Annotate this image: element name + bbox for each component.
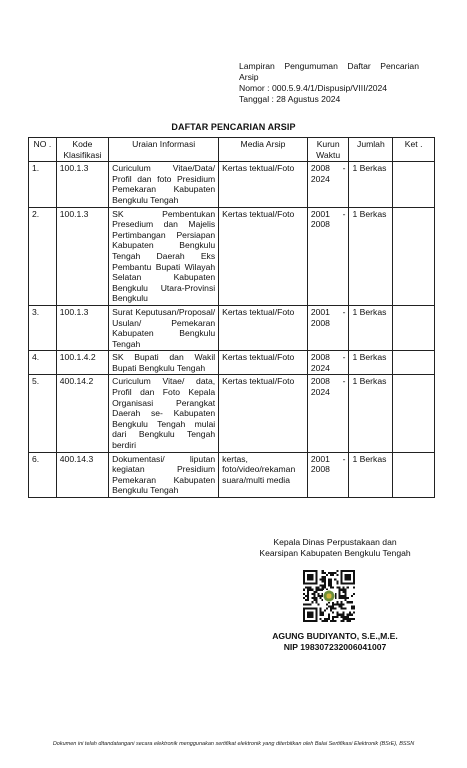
table-row <box>29 207 435 305</box>
table-header-row <box>29 138 435 162</box>
header-ket: Ket . <box>393 138 435 162</box>
cell-media: Kertas tektual/Foto <box>219 162 308 207</box>
cell-kode: 100.1.3 <box>56 305 108 350</box>
cell-kode: 100.1.3 <box>56 162 108 207</box>
signatory-org-line-1: Kepala Dinas Perpustakaan dan <box>273 537 397 547</box>
header-jumlah: Jumlah <box>349 138 393 162</box>
cell-uraian: SK Bupati dan Wakil Bupati Bengkulu Tengah <box>109 351 219 375</box>
cell-kode: 400.14.3 <box>56 452 108 497</box>
attachment-date: Tanggal : 28 Agustus 2024 <box>239 94 341 104</box>
table-row <box>29 305 435 350</box>
attachment-line-1: Lampiran Pengumuman Daftar Pencarian <box>239 61 419 71</box>
cell-media: Kertas tektual/Foto <box>219 305 308 350</box>
cell-kurun: 2001 - 2008 <box>307 207 349 305</box>
cell-jumlah: 1 Berkas <box>349 375 393 452</box>
attachment-number: Nomor : 000.5.9.4/1/Dispusip/VIII/2024 <box>239 83 388 93</box>
signatory-block <box>230 631 440 653</box>
document-title: DAFTAR PENCARIAN ARSIP <box>171 122 296 132</box>
cell-media: kertas, foto/video/rekaman suara/multi media <box>219 452 308 497</box>
cell-ket <box>393 351 435 375</box>
header-kode: Kode Klasifikasi <box>56 138 108 162</box>
qr-code-icon <box>303 570 355 622</box>
signatory-nip: NIP 198307232006041007 <box>283 642 387 652</box>
cell-media: Kertas tektual/Foto <box>219 351 308 375</box>
header-uraian: Uraian Informasi <box>109 138 219 162</box>
e-signature-notice: Dokumen ini telah ditandatangani secara elektronik menggunakan sertifikat elektronik yang diterbitkan oleh Balai Sertifikasi Elektronik (BSrE), BSSN <box>52 741 415 747</box>
cell-jumlah: 1 Berkas <box>349 452 393 497</box>
header-no: NO . <box>29 138 57 162</box>
cell-kode: 100.1.4.2 <box>56 351 108 375</box>
attachment-header <box>239 61 419 105</box>
cell-no: 4. <box>29 351 57 375</box>
cell-no: 3. <box>29 305 57 350</box>
table-row <box>29 162 435 207</box>
cell-no: 5. <box>29 375 57 452</box>
cell-kurun: 2008 - 2024 <box>307 162 349 207</box>
cell-jumlah: 1 Berkas <box>349 351 393 375</box>
cell-jumlah: 1 Berkas <box>349 162 393 207</box>
cell-jumlah: 1 Berkas <box>349 305 393 350</box>
cell-media: Kertas tektual/Foto <box>219 375 308 452</box>
cell-kurun: 2001 - 2008 <box>307 305 349 350</box>
cell-ket <box>393 305 435 350</box>
header-media: Media Arsip <box>219 138 308 162</box>
header-kurun: Kurun Waktu <box>307 138 349 162</box>
cell-media: Kertas tektual/Foto <box>219 207 308 305</box>
cell-no: 1. <box>29 162 57 207</box>
cell-uraian: SK Pembentukan Presedium dan Majelis Pertimbangan Persiapan Kabupaten Bengkulu Tengah Daerah Eks Pembantu Bupati Wilayah Selatan Kabupaten Bengkulu Utara-Provinsi Bengkulu <box>109 207 219 305</box>
cell-ket <box>393 452 435 497</box>
cell-no: 6. <box>29 452 57 497</box>
cell-ket <box>393 207 435 305</box>
cell-kode: 400.14.2 <box>56 375 108 452</box>
signatory-name: AGUNG BUDIYANTO, S.E.,M.E. <box>272 631 398 641</box>
signatory-org-line-2: Kearsipan Kabupaten Bengkulu Tengah <box>259 548 411 558</box>
cell-ket <box>393 162 435 207</box>
table-row <box>29 375 435 452</box>
cell-uraian: Surat Keputusan/Proposal/ Usulan/ Pemekaran Kabupaten Bengkulu Tengah <box>109 305 219 350</box>
signatory-organization <box>230 537 440 559</box>
cell-kode: 100.1.3 <box>56 207 108 305</box>
attachment-line-2: Arsip <box>239 72 259 82</box>
cell-uraian: Curiculum Vitae/Data/ Profil dan foto Presidium Pemekaran Kabupaten Bengkulu Tengah <box>109 162 219 207</box>
table-row <box>29 351 435 375</box>
cell-ket <box>393 375 435 452</box>
cell-jumlah: 1 Berkas <box>349 207 393 305</box>
cell-no: 2. <box>29 207 57 305</box>
cell-kurun: 2008 - 2024 <box>307 351 349 375</box>
cell-uraian: Curiculum Vitae/ data, Profil dan Foto Kepala Organisasi Perangkat Daerah se- Kabupaten Bengkulu Tengah mulai dari Bengkulu Tengah berdiri <box>109 375 219 452</box>
cell-kurun: 2008 - 2024 <box>307 375 349 452</box>
table-row <box>29 452 435 497</box>
archive-table <box>28 137 435 498</box>
cell-kurun: 2001 - 2008 <box>307 452 349 497</box>
cell-uraian: Dokumentasi/ liputan kegiatan Presidium Pemekaran Kabupaten Bengkulu Tengah <box>109 452 219 497</box>
